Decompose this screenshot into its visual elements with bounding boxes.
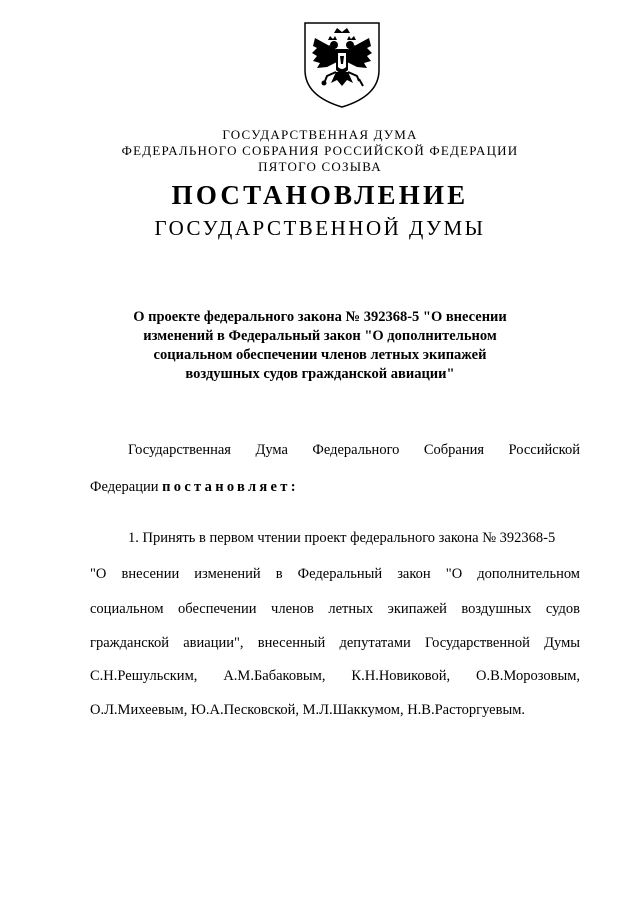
subject-line: социальном обеспечении членов летных экипажей bbox=[153, 347, 487, 363]
subject-line: воздушных судов гражданской авиации" bbox=[185, 366, 455, 382]
header-line-assembly: ФЕДЕРАЛЬНОГО СОБРАНИЯ РОССИЙСКОЙ ФЕДЕРАЦИИ bbox=[121, 143, 519, 158]
preamble-line: Государственная Дума Федерального Собрания Российской bbox=[128, 442, 580, 458]
subject-line: О проекте федерального закона № 392368-5 "О внесении bbox=[133, 309, 507, 325]
preamble-resolution bbox=[90, 479, 580, 496]
item-line: социальном обеспечении членов летных экипажей воздушных судов bbox=[90, 601, 580, 617]
item-line: гражданской авиации", внесенный депутатами Государственной Думы bbox=[90, 635, 580, 651]
header-line-convocation: ПЯТОГО СОЗЫВА bbox=[258, 159, 382, 174]
item-line: С.Н.Решульским, А.М.Бабаковым, К.Н.Новиковой, О.В.Морозовым, bbox=[90, 668, 580, 684]
document-subtitle: ГОСУДАРСТВЕННОЙ ДУМЫ bbox=[154, 216, 486, 240]
header-line-duma: ГОСУДАРСТВЕННАЯ ДУМА bbox=[222, 127, 418, 142]
item-line: "О внесении изменений в Федеральный закон "О дополнительном bbox=[90, 566, 580, 582]
resolution-keyword: постановляет: bbox=[162, 479, 299, 495]
preamble-line: Федерации bbox=[90, 479, 163, 495]
subject-line: изменений в Федеральный закон "О дополнительном bbox=[143, 328, 497, 344]
item-line: 1. Принять в первом чтении проект федерального закона № 392368-5 bbox=[128, 530, 556, 546]
coat-of-arms-icon bbox=[301, 20, 383, 110]
document-subject bbox=[100, 308, 540, 384]
document-title: ПОСТАНОВЛЕНИЕ bbox=[171, 180, 469, 210]
item-line: О.Л.Михеевым, Ю.А.Песковской, М.Л.Шаккумом, Н.В.Расторгуевым. bbox=[90, 702, 525, 718]
